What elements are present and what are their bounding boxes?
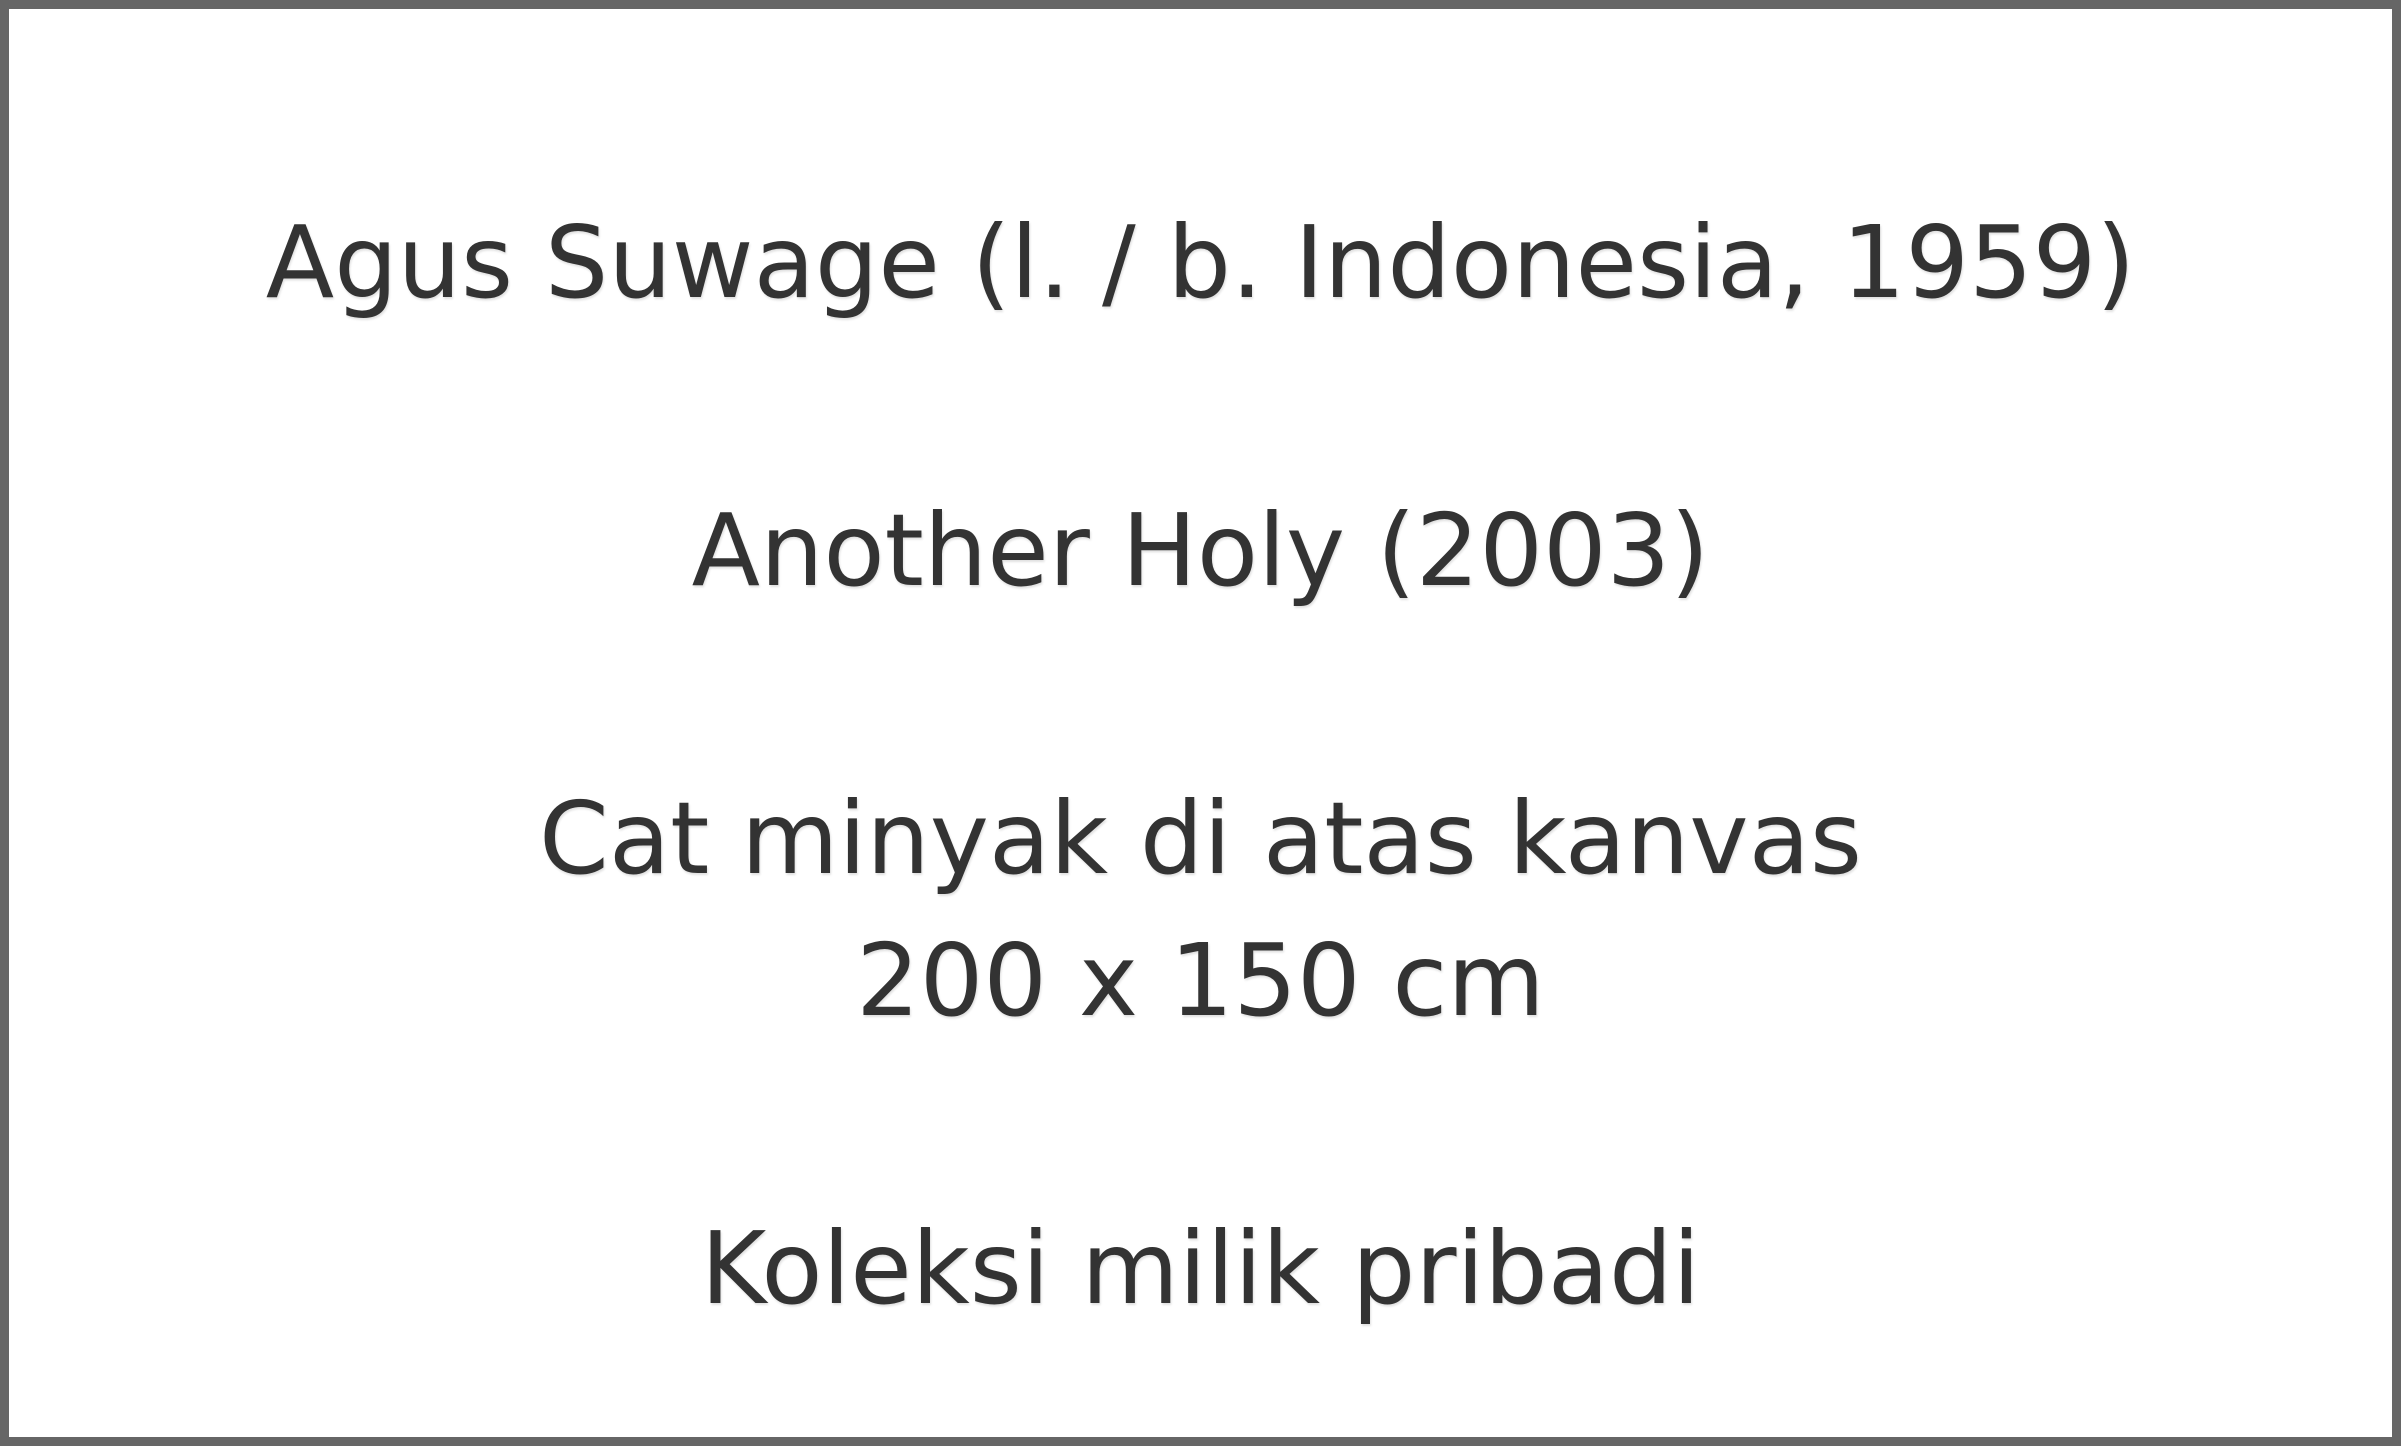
artist-name: Agus Suwage (l. / b. Indonesia, 1959) (265, 204, 2136, 321)
collection-credit: Koleksi milik pribadi (700, 1210, 1701, 1327)
artwork-title: Another Holy (2003) (691, 492, 1710, 609)
artwork-dimensions: 200 x 150 cm (856, 922, 1545, 1039)
artwork-medium: Cat minyak di atas kanvas (539, 780, 1862, 897)
